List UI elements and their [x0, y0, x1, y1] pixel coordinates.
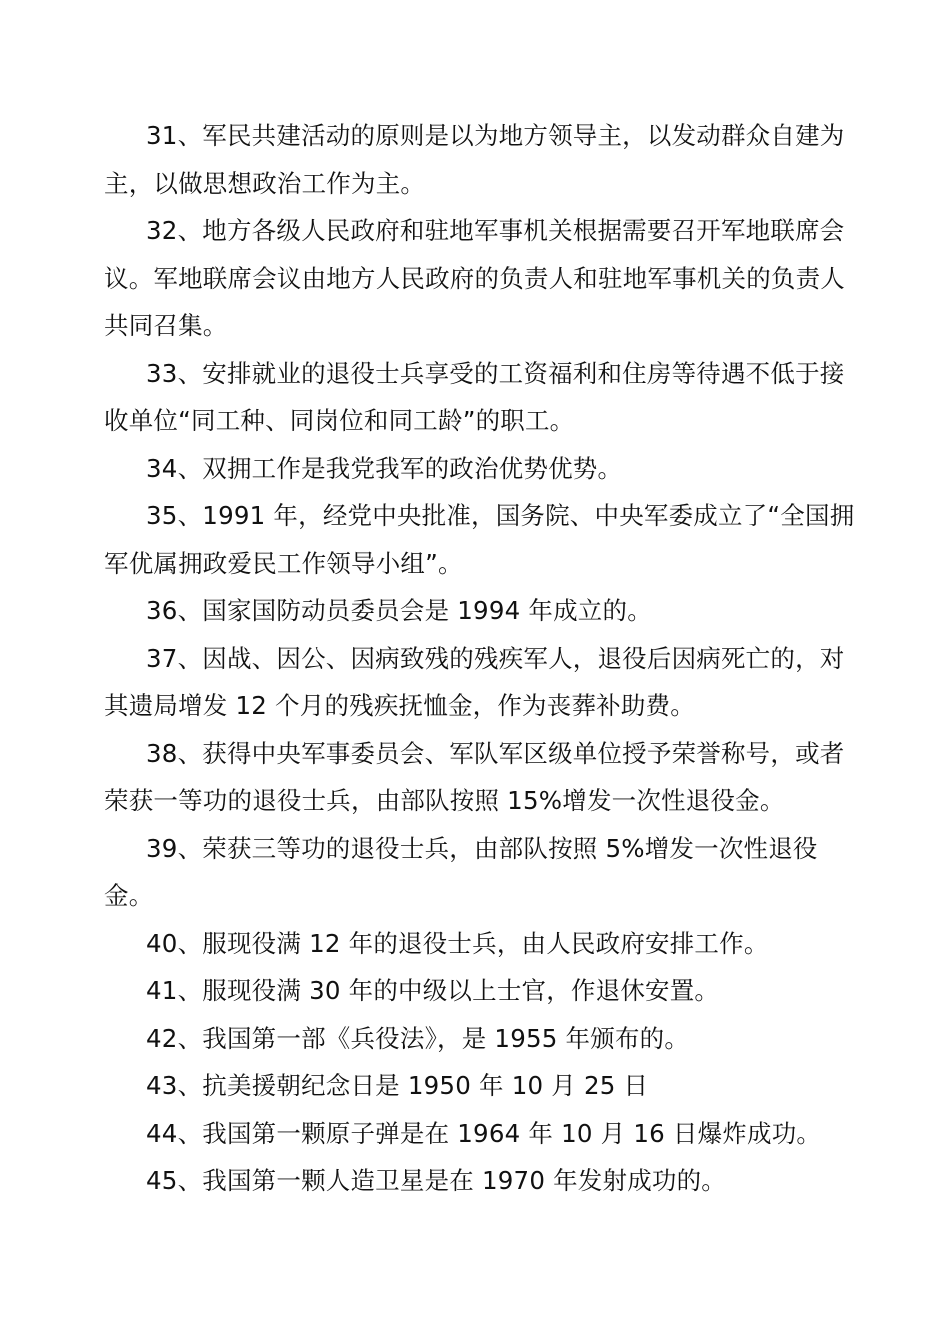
item-41: 41、服现役满 30 年的中级以上士官，作退休安置。 [146, 976, 720, 1005]
item-40: 40、服现役满 12 年的退役士兵，由人民政府安排工作。 [146, 928, 769, 958]
item-31: 31、军民共建活动的原则是以为地方领导主，以发动群众自建为主，以做思想政治工作为主。 [104, 121, 845, 198]
item-39: 39、荣获三等功的退役士兵，由部队按照 5%增发一次性退役金。 [104, 833, 818, 910]
item-33: 33、安排就业的退役士兵享受的工资福利和住房等待遇不低于接收单位“同工种、同岗位和同工龄”的职工。 [104, 358, 845, 435]
item-44: 44、我国第一颗原子弹是在 1964 年 10 月 16 日爆炸成功。 [146, 1118, 822, 1148]
item-38: 38、获得中央军事委员会、军队军区级单位授予荣誉称号，或者荣获一等功的退役士兵，由部队按照 15%增发一次性退役金。 [104, 738, 845, 815]
item-37: 37、因战、因公、因病致残的残疾军人，退役后因病死亡的，对其遗局增发 12 个月的残疾抚恤金，作为丧葬补助费。 [104, 643, 845, 720]
document-page [104, 112, 860, 1205]
item-32: 32、地方各级人民政府和驻地军事机关根据需要召开军地联席会议。军地联席会议由地方人民政府的负责人和驻地军事机关的负责人共同召集。 [104, 216, 845, 340]
item-35: 35、1991 年，经党中央批准，国务院、中央军委成立了“全国拥军优属拥政爱民工作领导小组”。 [104, 501, 855, 578]
item-45: 45、我国第一颗人造卫星是在 1970 年发射成功的。 [146, 1166, 726, 1195]
item-36: 36、国家国防动员委员会是 1994 年成立的。 [146, 596, 652, 625]
item-42: 42、我国第一部《兵役法》，是 1955 年颁布的。 [146, 1023, 690, 1053]
item-34: 34、双拥工作是我党我军的政治优势优势。 [146, 453, 623, 483]
item-43: 43、抗美援朝纪念日是 1950 年 10 月 25 日 [146, 1071, 649, 1100]
